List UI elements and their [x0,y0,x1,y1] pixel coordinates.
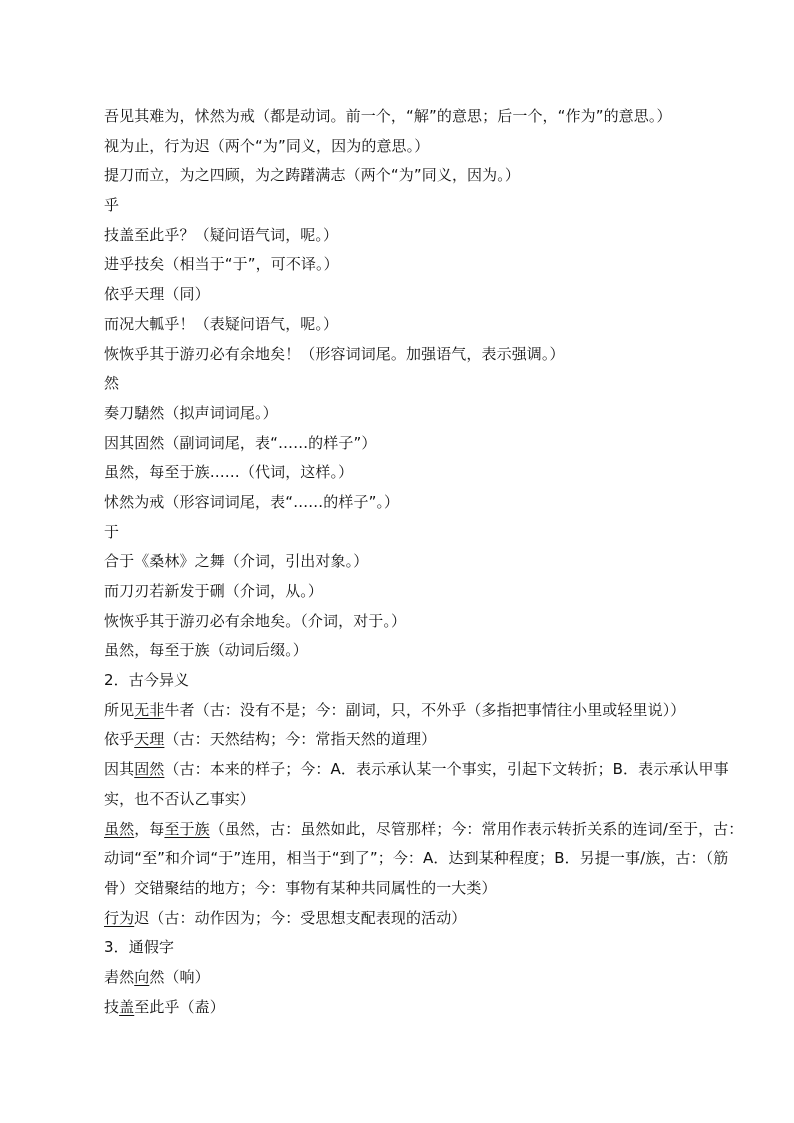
section-heading-gujin: 2．古今异义 [104,671,190,690]
text-line: 因其固然（副词词尾，表“……的样子”） [104,433,377,452]
document-body [104,102,744,1022]
underlined-term: 至于族 [164,819,210,838]
text-line: 而况大軱乎！（表疑问语气，呢。） [104,314,339,333]
gujin-line-4: 虽然，每至于族（虽然，古：虽然如此，尽管那样；今：常用作表示转折关系的连词/至于，古：动词“至”和介词“于”连用，相当于“到了”；今：A．达到某种程度；B．另提一事/族，古：（筋骨）交错聚结的地方；今：事物有某种共同属性的一大类） [104,819,744,897]
text-line: 奏刀騞然（拟声词词尾。） [104,403,278,422]
text-line: 提刀而立，为之四顾，为之踌躇满志（两个“为”同义，因为。） [104,166,520,185]
text-line: 合于《桑林》之舞（介词，引出对象。） [104,552,369,571]
underlined-term: 盖 [119,997,135,1016]
text-line: 怵然为戒（形容词词尾，表“……的样子”。） [104,492,400,511]
text-line: 虽然，每至于族……（代词，这样。） [104,463,354,482]
underlined-term: 无非 [134,700,165,719]
text-line: 而刀刃若新发于硎（介词，从。） [104,582,324,600]
underlined-term: 天理 [134,730,165,749]
underlined-term: 行为 [104,908,135,927]
text-line: 吾见其难为，怵然为戒（都是动词。前一个，“解”的意思；后一个，“作为”的意思。） [104,107,672,125]
section-char-ran: 然 [104,374,120,393]
text-line: 虽然，每至于族（动词后缀。） [104,641,308,660]
gujin-line-5: 行为迟（古：动作因为；今：受思想支配表现的活动） [104,908,467,927]
underlined-term: 固然 [134,760,165,779]
tongjia-line-2: 技盖至此乎（盍） [104,997,225,1016]
underlined-term: 向 [134,968,150,987]
text-line: 进乎技矣（相当于“于”，可不译。） [104,255,339,274]
section-char-yu: 于 [104,522,120,541]
gujin-line-2: 依乎天理（古：天然结构；今：常指天然的道理） [104,730,437,749]
gujin-line-1: 所见无非牛者（古：没有不是；今：副词，只，不外乎（多指把事情往小里或轻里说）） [104,700,686,719]
text-line: 依乎天理（同） [104,285,210,304]
tongjia-line-1: 砉然向然（响） [104,968,210,987]
text-line: 技盖至此乎？（疑问语气词，呢。） [104,225,339,244]
text-line: 视为止，行为迟（两个“为”同义，因为的意思。） [104,136,430,155]
section-char-hu: 乎 [104,196,120,215]
text-line: 恢恢乎其于游刃必有余地矣！（形容词词尾。加强语气，表示强调。） [104,344,565,363]
underlined-term: 虽然 [104,819,135,838]
gujin-line-3: 因其固然（古：本来的样子；今：A．表示承认某一个事实，引起下文转折；B．表示承认甲事实，也不否认乙事实） [104,760,729,808]
text-line: 恢恢乎其于游刃必有余地矣。（介词，对于。） [104,611,407,630]
section-heading-tongjia: 3．通假字 [104,938,175,957]
